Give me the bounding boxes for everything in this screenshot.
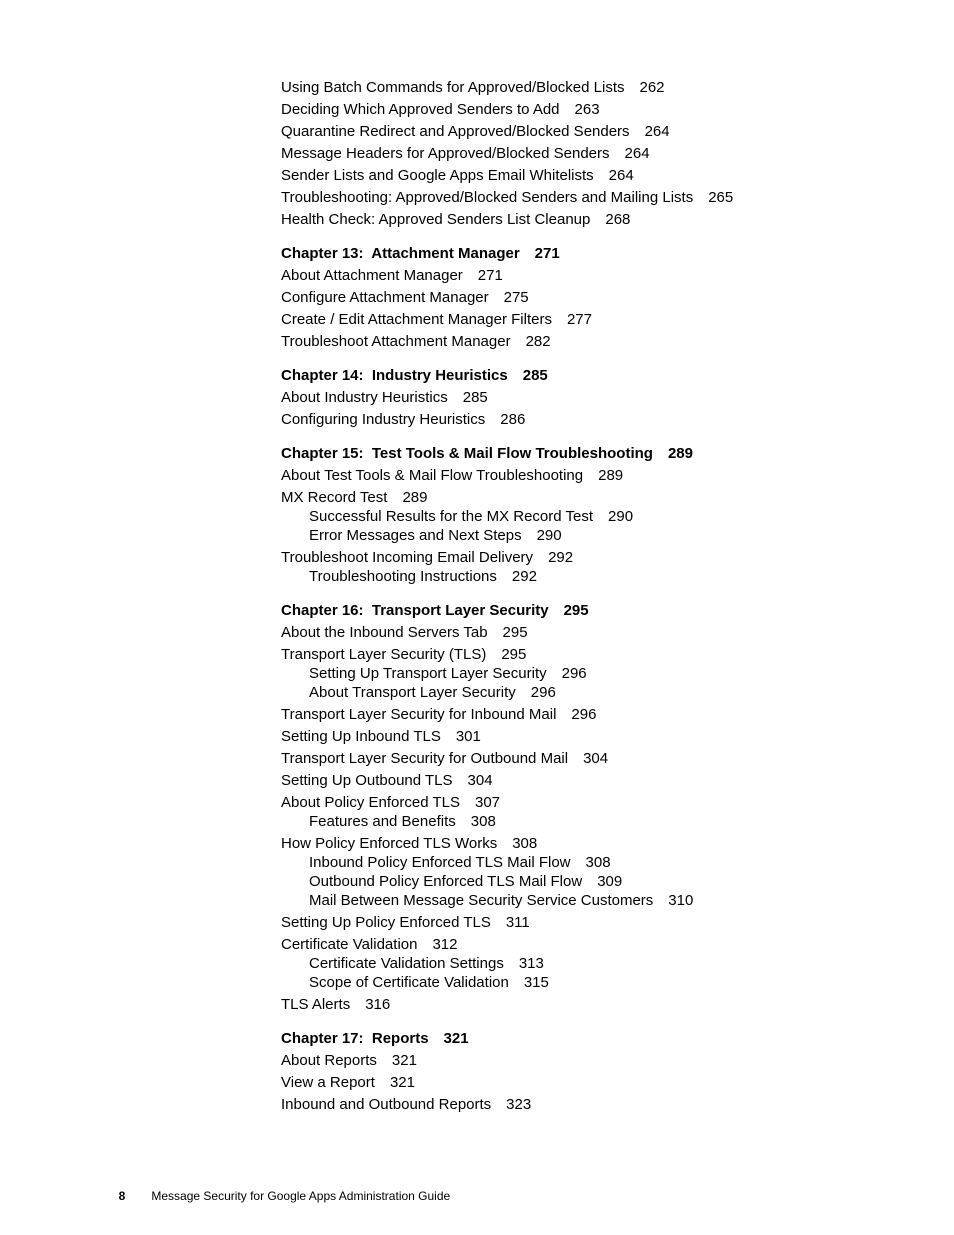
- toc-entry-title: How Policy Enforced TLS Works: [281, 835, 498, 852]
- toc-entry: [281, 507, 921, 526]
- toc-entry-title: About Reports: [281, 1052, 377, 1069]
- toc-entry-title: Chapter 16: Transport Layer Security: [281, 602, 549, 619]
- toc-entry-page: 285: [462, 389, 488, 406]
- toc-entry-title: Troubleshooting Instructions: [309, 568, 497, 585]
- toc-entry-page: 264: [608, 167, 634, 184]
- toc-entry-page: 304: [467, 772, 493, 789]
- toc-entry-page: 296: [571, 706, 597, 723]
- toc-entry: [281, 973, 921, 992]
- toc-entry-title: Troubleshooting: Approved/Blocked Senders and Mailing Lists: [281, 189, 694, 206]
- toc-entry: [281, 1051, 921, 1070]
- toc-entry-title: About Test Tools & Mail Flow Troubleshooting: [281, 467, 584, 484]
- toc-entry-page: 296: [561, 665, 587, 682]
- page-footer: [112, 1174, 450, 1204]
- toc-entry-page: 323: [506, 1096, 532, 1113]
- toc-entry-title: View a Report: [281, 1074, 375, 1091]
- toc-entry-page: 321: [391, 1052, 417, 1069]
- toc-entry-page: 292: [548, 549, 574, 566]
- toc-chapter-heading: [281, 1029, 921, 1048]
- toc-entry: [281, 1073, 921, 1092]
- toc-entry-title: Sender Lists and Google Apps Email Whitelists: [281, 167, 594, 184]
- toc-entry-page: 315: [523, 974, 549, 991]
- toc-entry-page: 295: [563, 602, 589, 619]
- toc-entry-page: 308: [512, 835, 538, 852]
- toc-entry: [281, 872, 921, 891]
- toc-entry-page: 289: [598, 467, 624, 484]
- toc-entry-title: Quarantine Redirect and Approved/Blocked Senders: [281, 123, 630, 140]
- toc-entry-page: 304: [583, 750, 609, 767]
- toc-entry: [281, 705, 921, 724]
- toc-entry: [281, 100, 921, 119]
- toc-entry-title: MX Record Test: [281, 489, 388, 506]
- toc-entry-page: 309: [597, 873, 623, 890]
- footer-title: Message Security for Google Apps Administration Guide: [151, 1189, 451, 1203]
- toc-entry-title: Troubleshoot Attachment Manager: [281, 333, 511, 350]
- toc-entry-title: Mail Between Message Security Service Customers: [309, 892, 654, 909]
- toc-entry-title: Create / Edit Attachment Manager Filters: [281, 311, 552, 328]
- toc-chapter-heading: [281, 244, 921, 263]
- toc-entry: [281, 812, 921, 831]
- toc-entry-page: 308: [470, 813, 496, 830]
- toc-entry-title: Deciding Which Approved Senders to Add: [281, 101, 560, 118]
- toc-entry: [281, 645, 921, 664]
- toc-entry-page: 264: [624, 145, 650, 162]
- toc-entry-title: Setting Up Inbound TLS: [281, 728, 441, 745]
- toc-entry-page: 282: [525, 333, 551, 350]
- toc-entry-title: About Transport Layer Security: [309, 684, 516, 701]
- toc-entry: [281, 954, 921, 973]
- toc-entry-title: About the Inbound Servers Tab: [281, 624, 488, 641]
- toc-entry: [281, 122, 921, 141]
- toc-entry: [281, 488, 921, 507]
- toc-entry: [281, 188, 921, 207]
- toc-entry-page: 292: [511, 568, 537, 585]
- toc-entry-page: 321: [389, 1074, 415, 1091]
- toc-entry-title: Chapter 15: Test Tools & Mail Flow Troubleshooting: [281, 445, 653, 462]
- toc-entry-page: 301: [455, 728, 481, 745]
- toc-entry-title: Successful Results for the MX Record Test: [309, 508, 594, 525]
- toc-chapter-heading: [281, 601, 921, 620]
- toc-entry-page: 275: [503, 289, 529, 306]
- toc-entry-title: Transport Layer Security (TLS): [281, 646, 487, 663]
- toc-entry: [281, 683, 921, 702]
- toc-entry-title: Using Batch Commands for Approved/Blocked Lists: [281, 79, 625, 96]
- toc-entry: [281, 266, 921, 285]
- toc-chapter-heading: [281, 444, 921, 463]
- toc-entry-title: Scope of Certificate Validation: [309, 974, 509, 991]
- toc-entry-page: 316: [365, 996, 391, 1013]
- toc-entry-page: 262: [639, 79, 665, 96]
- toc-entry: [281, 995, 921, 1014]
- toc-entry-title: About Policy Enforced TLS: [281, 794, 460, 811]
- toc-entry: [281, 526, 921, 545]
- toc-entry-title: Certificate Validation Settings: [309, 955, 504, 972]
- footer-page-number: 8: [118, 1189, 126, 1203]
- toc-entry-title: Chapter 14: Industry Heuristics: [281, 367, 508, 384]
- toc-entry: [281, 935, 921, 954]
- toc-entry: [281, 623, 921, 642]
- toc-entry-page: 285: [522, 367, 548, 384]
- toc-entry-title: Error Messages and Next Steps: [309, 527, 522, 544]
- toc-entry-page: 263: [574, 101, 600, 118]
- toc-entry-title: Chapter 13: Attachment Manager: [281, 245, 520, 262]
- toc-entry-page: 264: [644, 123, 670, 140]
- toc-entry: [281, 793, 921, 812]
- toc-entry-page: 312: [432, 936, 458, 953]
- toc-chapter-heading: [281, 366, 921, 385]
- toc-entry-title: Configuring Industry Heuristics: [281, 411, 486, 428]
- toc-entry-page: 321: [443, 1030, 469, 1047]
- toc-entry: [281, 664, 921, 683]
- toc-entry-title: About Attachment Manager: [281, 267, 463, 284]
- toc-entry: [281, 310, 921, 329]
- toc-entry: [281, 388, 921, 407]
- toc-entry: [281, 853, 921, 872]
- toc-entry-title: TLS Alerts: [281, 996, 351, 1013]
- toc-entry-title: Outbound Policy Enforced TLS Mail Flow: [309, 873, 583, 890]
- toc-entry-title: Configure Attachment Manager: [281, 289, 489, 306]
- toc-entry-page: 289: [402, 489, 428, 506]
- toc-entry-page: 271: [534, 245, 560, 262]
- toc-entry: [281, 466, 921, 485]
- toc-entry: [281, 410, 921, 429]
- toc-entry-title: Certificate Validation: [281, 936, 418, 953]
- toc-entry-page: 311: [505, 914, 530, 931]
- toc-entry-page: 290: [608, 508, 634, 525]
- toc-entry-title: Features and Benefits: [309, 813, 456, 830]
- toc-entry-title: Setting Up Transport Layer Security: [309, 665, 547, 682]
- toc-entry: [281, 727, 921, 746]
- toc-entry: [281, 1095, 921, 1114]
- toc-entry-page: 286: [500, 411, 526, 428]
- toc-entry-page: 271: [477, 267, 503, 284]
- toc-entry-page: 289: [667, 445, 693, 462]
- toc-entry-title: Health Check: Approved Senders List Cleanup: [281, 211, 591, 228]
- toc-entry-page: 277: [566, 311, 592, 328]
- toc-entry-title: Setting Up Policy Enforced TLS: [281, 914, 491, 931]
- toc-entry-page: 295: [501, 646, 527, 663]
- toc-entry: [281, 332, 921, 351]
- toc-entry-page: 308: [585, 854, 611, 871]
- toc-entry-page: 295: [502, 624, 528, 641]
- toc-entry-title: Troubleshoot Incoming Email Delivery: [281, 549, 534, 566]
- toc-entry-page: 310: [668, 892, 694, 909]
- toc-entry: [281, 913, 921, 932]
- toc-entry-title: Message Headers for Approved/Blocked Senders: [281, 145, 610, 162]
- toc-entry-page: 313: [518, 955, 544, 972]
- toc-entry: [281, 749, 921, 768]
- toc-entry: [281, 567, 921, 586]
- toc-entry-title: Inbound and Outbound Reports: [281, 1096, 492, 1113]
- toc-entry: [281, 548, 921, 567]
- toc-entry: [281, 210, 921, 229]
- toc-entry-title: Chapter 17: Reports: [281, 1030, 429, 1047]
- toc-entry: [281, 288, 921, 307]
- toc-entry-title: Transport Layer Security for Inbound Mail: [281, 706, 557, 723]
- toc-entry: [281, 144, 921, 163]
- toc-entry-page: 290: [536, 527, 562, 544]
- toc-entry-title: Inbound Policy Enforced TLS Mail Flow: [309, 854, 571, 871]
- toc-entry-title: Transport Layer Security for Outbound Mail: [281, 750, 569, 767]
- toc-entry-page: 268: [605, 211, 631, 228]
- toc-entry: [281, 891, 921, 910]
- toc-entry-title: Setting Up Outbound TLS: [281, 772, 453, 789]
- toc-entry: [281, 78, 921, 97]
- toc-entry-page: 307: [475, 794, 501, 811]
- toc-entry-title: About Industry Heuristics: [281, 389, 448, 406]
- toc-entry-page: 265: [708, 189, 734, 206]
- toc-entry: [281, 834, 921, 853]
- table-of-contents: [281, 78, 921, 1114]
- toc-entry: [281, 166, 921, 185]
- toc-entry-page: 296: [530, 684, 556, 701]
- toc-entry: [281, 771, 921, 790]
